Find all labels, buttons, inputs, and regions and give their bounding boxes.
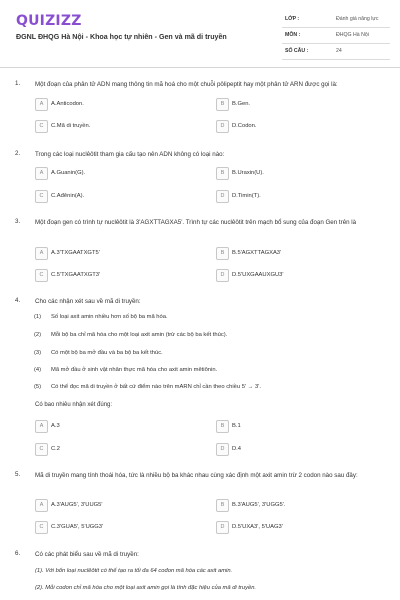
option-text: A.Anticodon. xyxy=(51,101,84,107)
option-text: B.5'AGXTTAGXA3' xyxy=(232,250,282,256)
option-letter: C xyxy=(39,524,44,530)
statement-item xyxy=(0,367,400,379)
option-text: D.Codon. xyxy=(232,123,257,129)
option-letter: D xyxy=(220,446,225,452)
option-text: B.1 xyxy=(232,423,241,429)
question-text: Cho các nhận xét sau về mã di truyền: xyxy=(35,298,141,305)
question-text: Một đoạn của phân tử ADN mang thông tin mã hoá cho một chuỗi pôlipeptit hay một phân tử ARN được gọi là: xyxy=(35,81,338,88)
option-letter: A xyxy=(39,101,44,107)
statement-item xyxy=(0,350,400,362)
option-letter: D xyxy=(220,193,225,199)
option-text: C.Mã di truyền. xyxy=(51,123,91,129)
option-text: B.3'AUG5', 3'UGG5'. xyxy=(232,502,286,508)
meta-key: SỐ CÂU : xyxy=(285,48,309,54)
statement-text: (1). Với bốn loại nuclêôtit có thể tạo ra tối đa 64 cođon mã hóa các axit amin. xyxy=(35,568,233,574)
option-text: D.5'UXGAAUXGU3' xyxy=(232,272,284,278)
option-letter: D xyxy=(220,524,225,530)
option-text: A.3'TXGAATXGT5' xyxy=(51,250,100,256)
option-letter: B xyxy=(220,502,225,508)
statement-text: Mã mở đầu ở sinh vật nhân thực mã hóa cho axit amin mêtiônin. xyxy=(51,367,218,373)
meta-row-count xyxy=(282,44,390,60)
meta-key: LỚP : xyxy=(285,16,300,22)
statement-text: Có một bộ ba mở đầu và ba bộ ba kết thúc. xyxy=(51,350,163,356)
option-text: D.Timin(T). xyxy=(232,193,261,199)
worksheet-title: ĐGNL ĐHQG Hà Nội - Khoa học tự nhiên - Gen và mã di truyền xyxy=(16,33,227,41)
option-text: B.Gen. xyxy=(232,101,251,107)
statement-number: (2) xyxy=(34,332,42,338)
option-text: A.3 xyxy=(51,423,60,429)
question-number: 2. xyxy=(15,150,21,157)
option-text: A.Guanin(G). xyxy=(51,170,86,176)
statement-number: (5) xyxy=(34,384,42,390)
option-text: C.Ađênin(A). xyxy=(51,193,85,199)
meta-row-subject xyxy=(282,28,390,44)
option-letter: C xyxy=(39,123,44,129)
option-letter: B xyxy=(220,423,225,429)
worksheet-meta xyxy=(282,12,390,60)
option-letter: C xyxy=(39,193,44,199)
meta-value: ĐHQG Hà Nội xyxy=(336,32,369,38)
option-text: D.5'UXA3', 5'UAG3' xyxy=(232,524,283,530)
meta-value: Đánh giá năng lực xyxy=(336,16,379,22)
option-letter: C xyxy=(39,446,44,452)
meta-row-class xyxy=(282,12,390,28)
option-text: A.3'AUG5', 3'UUG5' xyxy=(51,502,103,508)
statement-number: (3) xyxy=(34,350,42,356)
question-subprompt: Có bao nhiêu nhận xét đúng: xyxy=(35,402,113,408)
option-letter: C xyxy=(39,272,44,278)
statement-number: (4) xyxy=(34,367,42,373)
option-letter: B xyxy=(220,250,225,256)
meta-key: MÔN : xyxy=(285,32,301,38)
option-text: C.3'GUA5', 5'UGG3' xyxy=(51,524,104,530)
option-text: D.4 xyxy=(232,446,242,452)
option-text: C.2 xyxy=(51,446,61,452)
statement-item xyxy=(0,585,400,597)
option-letter: B xyxy=(220,101,225,107)
statement-text: Mỗi bộ ba chỉ mã hóa cho một loại axit amin (trừ các bộ ba kết thúc). xyxy=(51,332,228,338)
quizizz-logo: QUIZIZZ xyxy=(16,13,82,29)
question-number: 1. xyxy=(15,80,21,87)
statement-item xyxy=(0,332,400,344)
question-number: 5. xyxy=(15,471,21,478)
option-letter: B xyxy=(220,170,225,176)
option-letter: A xyxy=(39,250,44,256)
statement-item xyxy=(0,568,400,580)
statement-number: (1) xyxy=(34,314,42,320)
option-letter: D xyxy=(220,272,225,278)
statement-item xyxy=(0,384,400,396)
question-number: 3. xyxy=(15,218,21,225)
statement-text: Số loại axit amin nhiều hơn số bộ ba mã hóa. xyxy=(51,314,168,320)
option-letter: D xyxy=(220,123,225,129)
option-text: C.5'TXGAATXGT3' xyxy=(51,272,101,278)
option-letter: A xyxy=(39,170,44,176)
question-number: 4. xyxy=(15,297,21,304)
worksheet-header xyxy=(0,0,400,68)
question-text: Có các phát biểu sau về mã di truyền: xyxy=(35,551,139,558)
header-divider xyxy=(0,67,400,68)
statement-text: (2). Mỗi codon chỉ mã hóa cho một loại axit amin gọi là tính đặc hiệu của mã di truyền. xyxy=(35,585,257,591)
question-text: Trong các loại nuclêôtit tham gia cấu tạo nên ADN không có loại nào: xyxy=(35,151,225,158)
question-number: 6. xyxy=(15,550,21,557)
statement-item xyxy=(0,314,400,326)
meta-value: 24 xyxy=(336,48,342,54)
question-text: Mã di truyền mang tính thoái hóa, tức là nhiều bộ ba khác nhau cùng xác định một axit amin trừ 2 codon nào sau đây: xyxy=(35,472,358,479)
option-letter: A xyxy=(39,502,44,508)
question-text: Một đoạn gen có trình tự nuclêôtit là 3'AGXTTAGXA5'. Trình tự các nuclêôtit trên mạch bổ sung của đoạn Gen trên là xyxy=(35,219,357,226)
option-letter: A xyxy=(39,423,44,429)
option-text: B.Uraxin(U). xyxy=(232,170,264,176)
statement-text: Có thể đọc mã di truyền ở bất cứ điểm nào trên mARN chỉ cần theo chiều 5' → 3'. xyxy=(51,384,261,390)
